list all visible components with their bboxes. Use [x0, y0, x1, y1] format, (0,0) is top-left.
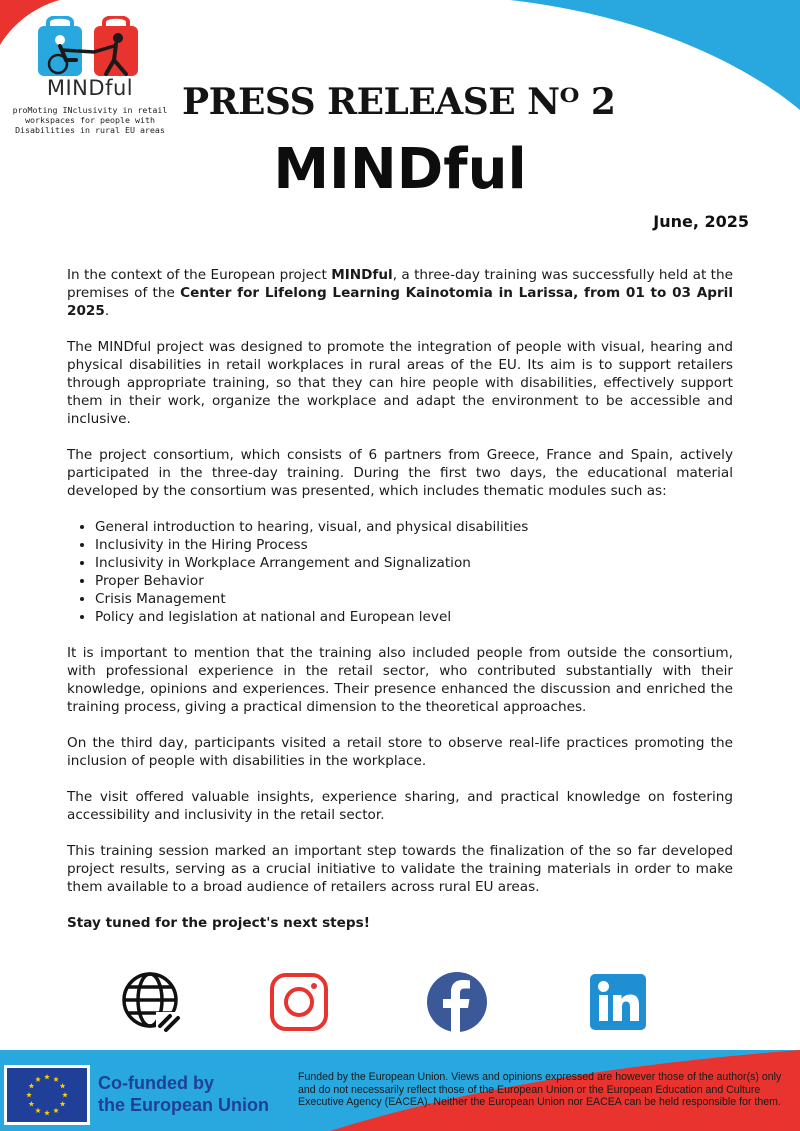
funding-disclaimer: Funded by the European Union. Views and opinions expressed are however those of the author(s) only and do not necessarily reflect those of the European Union or the European Education and Culture Executive Agency (EACEA). Neither the European Union nor EACEA can be held responsible for them.: [298, 1071, 782, 1109]
website-globe-icon[interactable]: [120, 970, 184, 1034]
logo-tagline-line: proMoting INclusivity in retail: [12, 105, 168, 115]
linkedin-icon[interactable]: [586, 970, 650, 1034]
conclusion-paragraph: This training session marked an important step towards the finalization of the so far developed project results, serving as a crucial initiative to validate the training materials in order to make them available to a broad audience of retailers across rural EU areas.: [67, 843, 733, 895]
press-release-title: PRESS RELEASE Nᴼ 2: [182, 81, 616, 123]
module-item: • Inclusivity in Workplace Arrangement and Signalization: [95, 554, 733, 572]
paragraph-text: .: [104, 303, 110, 319]
logo-tagline-line: Disabilities in rural EU areas: [15, 125, 165, 135]
venue-emphasis: Center for Lifelong Learning Kainotomia in Larissa, from 01 to 03 April 2025: [67, 285, 733, 319]
instagram-icon[interactable]: [267, 970, 331, 1034]
intro-paragraph: [67, 266, 733, 320]
project-name-emphasis: MINDful: [331, 267, 393, 283]
cofunded-line: the European Union: [98, 1095, 269, 1115]
press-release-body: [67, 266, 733, 950]
cofunded-line: Co-funded by: [98, 1073, 214, 1093]
module-item: • Crisis Management: [95, 590, 733, 608]
project-aim-paragraph: The MINDful project was designed to promote the integration of people with visual, hearing and physical disabilities in retail workplaces in rural areas of the EU. Its aim is to support retailers through appropriate training, so that they can hire people with disabilities, effectively support them in their work, organize the workplace and adapt the environment to be accessible and inclusive.: [67, 339, 733, 427]
paragraph-text: In the context of the European project: [67, 267, 332, 283]
logo-wordmark: MINDful: [46, 76, 134, 100]
project-title: MINDful: [273, 137, 527, 202]
module-item: • General introduction to hearing, visual, and physical disabilities: [95, 518, 733, 536]
logo-tagline-line: workspaces for people with: [25, 115, 155, 125]
cofunded-label: [98, 1072, 298, 1116]
module-item: • Proper Behavior: [95, 572, 733, 590]
eu-flag-icon: [4, 1065, 90, 1125]
consortium-paragraph: The project consortium, which consists of 6 partners from Greece, France and Spain, actively participated in the three-day training. During the first two days, the educational material developed by the consortium was presented, which includes thematic modules such as:: [67, 447, 733, 499]
module-item: • Inclusivity in the Hiring Process: [95, 536, 733, 554]
closing-line: Stay tuned for the project's next steps!: [67, 915, 370, 931]
module-item: • Policy and legislation at national and European level: [95, 608, 733, 626]
mindful-logo: [4, 10, 176, 136]
mindful-logo-icon: [36, 16, 146, 78]
external-participants-paragraph: It is important to mention that the training also included people from outside the consortium, with professional experience in the retail sector, who contributed substantially with their knowledge, opinions and experiences. Their presence enhanced the discussion and enriched the training process, giving a practical dimension to the theoretical approaches.: [67, 645, 733, 715]
visit-paragraph: The visit offered valuable insights, experience sharing, and practical knowledge on fostering accessibility and inclusivity in the retail sector.: [67, 789, 733, 823]
logo-tagline: [4, 105, 176, 135]
modules-list: [67, 518, 733, 626]
paragraph-text: , a three-day training was successfully held at the premises of the: [67, 267, 733, 301]
facebook-icon[interactable]: [425, 970, 489, 1034]
third-day-paragraph: On the third day, participants visited a retail store to observe real-life practices promoting the inclusion of people with disabilities in the workplace.: [67, 735, 733, 769]
release-date: June, 2025: [653, 212, 749, 231]
